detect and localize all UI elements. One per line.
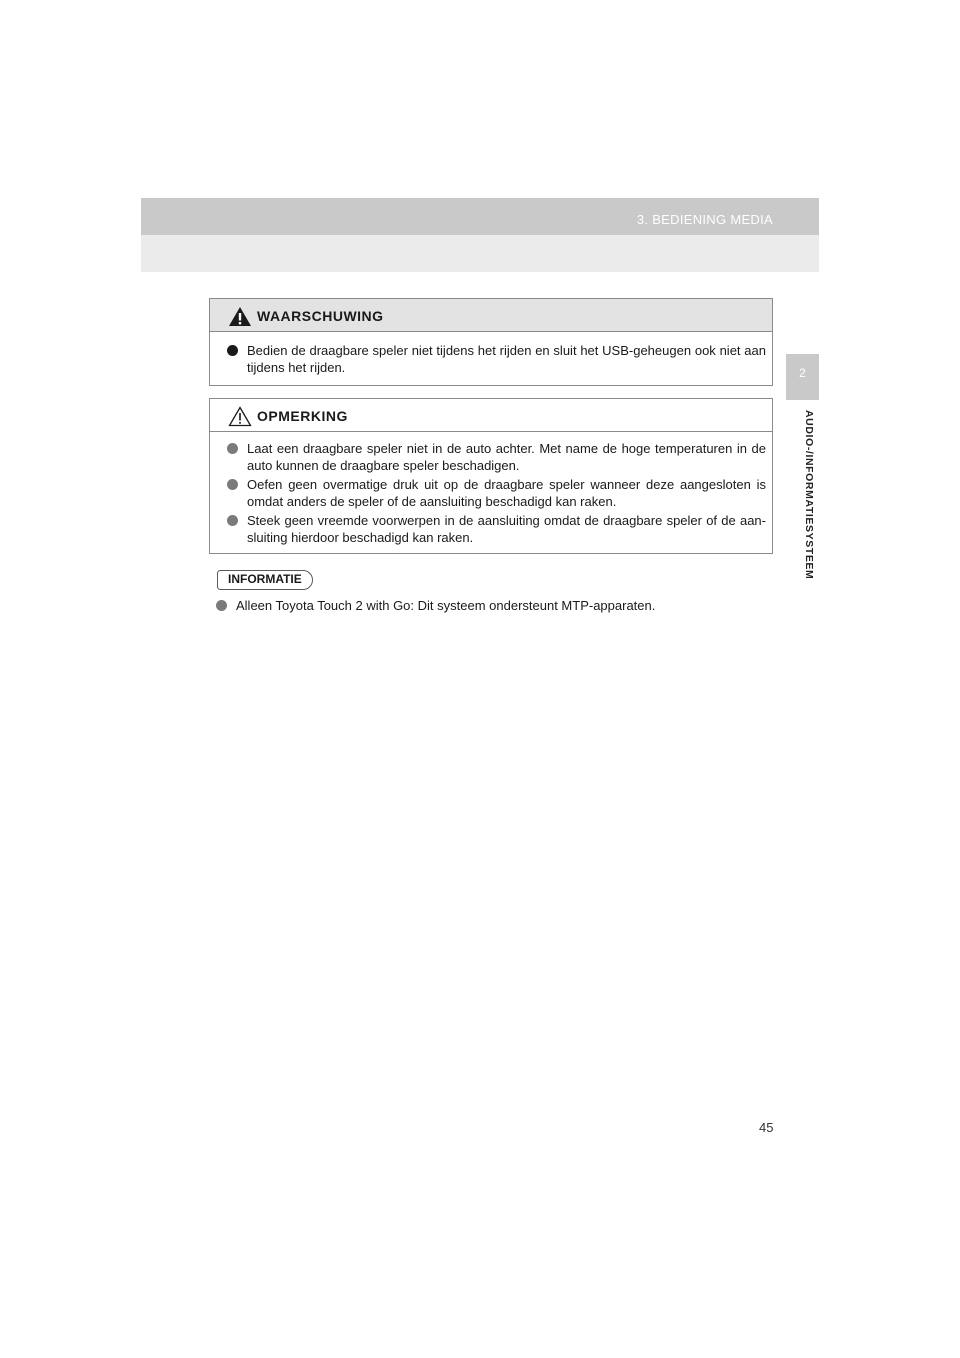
info-badge: INFORMATIE bbox=[217, 570, 313, 590]
info-item: Alleen Toyota Touch 2 with Go: Dit systeem ondersteunt MTP-apparaten. bbox=[216, 597, 776, 614]
section-title: 3. BEDIENING MEDIA bbox=[636, 212, 773, 227]
note-box bbox=[209, 398, 773, 554]
note-item: Oefen geen overmatige druk uit op de draagbare speler wanneer deze aangesloten is omdat anders de speler of de aansluiting beschadigd kan raken. bbox=[227, 476, 766, 510]
caution-triangle-icon bbox=[228, 406, 252, 427]
warning-title: WAARSCHUWING bbox=[257, 308, 384, 324]
note-item: Steek geen vreemde voorwerpen in de aansluiting omdat de draagbare speler of de aan-sluiting hierdoor beschadigd kan raken. bbox=[227, 512, 766, 546]
note-header bbox=[210, 399, 772, 432]
bullet-dot-icon bbox=[227, 479, 238, 490]
warning-item: Bedien de draagbare speler niet tijdens het rijden en sluit het USB-geheugen ook niet aan tijdens het rijden. bbox=[227, 342, 766, 376]
chapter-tab bbox=[786, 354, 819, 400]
note-title: OPMERKING bbox=[257, 408, 348, 424]
header-bar bbox=[141, 198, 819, 235]
bullet-dot-icon bbox=[227, 443, 238, 454]
warning-triangle-icon bbox=[228, 306, 252, 327]
bullet-dot-icon bbox=[216, 600, 227, 611]
note-item: Laat een draagbare speler niet in de auto achter. Met name de hoge temperaturen in de auto kunnen de draagbare speler beschadigen. bbox=[227, 440, 766, 474]
warning-box bbox=[209, 298, 773, 386]
bullet-dot-icon bbox=[227, 515, 238, 526]
page-number: 45 bbox=[759, 1120, 774, 1135]
page-header bbox=[141, 198, 819, 272]
chapter-label: AUDIO-/INFORMATIESYSTEEM bbox=[803, 410, 815, 580]
warning-header bbox=[210, 299, 772, 332]
bullet-dot-icon bbox=[227, 345, 238, 356]
chapter-number: 2 bbox=[799, 366, 806, 380]
